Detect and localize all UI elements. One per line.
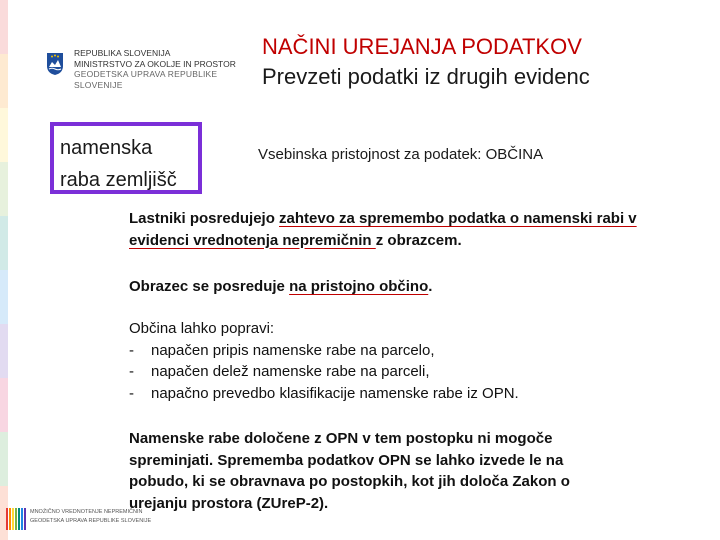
bottom-logo-bar	[6, 508, 8, 530]
stripe-segment	[0, 432, 8, 486]
list-item: - napačno prevedbo klasifikacije namenske rabe iz OPN.	[129, 384, 519, 402]
p4-line-1: Namenske rabe določene z OPN v tem postopku ni mogoče	[129, 430, 553, 447]
topic-line-2: raba zemljišč	[60, 169, 177, 191]
bottom-logo-bar	[24, 508, 26, 530]
p2-post: .	[428, 278, 433, 295]
bottom-logo	[6, 506, 206, 532]
p2-underlined: na pristojno občino	[289, 278, 429, 295]
stripe-segment	[0, 216, 8, 270]
bottom-logo-bar	[21, 508, 23, 530]
p4-line-4: urejanju prostora (ZUreP-2).	[129, 494, 329, 512]
logo-line-1: REPUBLIKA SLOVENIJA	[74, 48, 171, 58]
list-item-text: napačno prevedbo klasifikacije namenske rabe iz OPN.	[151, 384, 519, 402]
bottom-logo-bar	[12, 508, 14, 530]
municipality-corrections	[129, 318, 519, 404]
paragraph-submit-to-municipality	[129, 276, 432, 298]
topic-line-1: namenska	[60, 137, 153, 159]
p4-line-3: pobudo, ki se obravnava po postopkih, kot jih določa Zakon o	[129, 473, 570, 490]
decorative-stripes	[0, 0, 20, 540]
p1-post: z obrazcem.	[375, 231, 462, 249]
paragraph-owners-request	[129, 208, 699, 251]
bottom-logo-line-1: MNOŽIČNO VREDNOTENJE NEPREMIČNIN	[30, 509, 143, 515]
competence-text: Vsebinska pristojnost za podatek: OBČINA	[258, 146, 544, 163]
stripe-segment	[0, 162, 8, 216]
title-line-2: Prevzeti podatki iz drugih evidenc	[262, 64, 590, 89]
topic-label	[60, 132, 177, 196]
stripe-segment	[0, 108, 8, 162]
list-intro: Občina lahko popravi:	[129, 320, 275, 337]
list-item: - napačen pripis namenske rabe na parcelo,	[129, 341, 435, 359]
ministry-logo	[46, 48, 246, 92]
logo-line-3: GEODETSKA UPRAVA REPUBLIKE SLOVENIJE	[74, 69, 218, 90]
stripe-segment	[0, 0, 8, 54]
logo-line-2: MINISTRSTVO ZA OKOLJE IN PROSTOR	[74, 58, 236, 69]
p2-pre: Obrazec se posreduje	[129, 278, 290, 295]
bottom-logo-bar	[15, 508, 17, 530]
bottom-logo-bars-icon	[6, 508, 26, 530]
bottom-logo-line-2: GEODETSKA UPRAVA REPUBLIKE SLOVENIJE	[30, 518, 152, 524]
p4-line-2: spreminjati. Sprememba podatkov OPN se lahko izvede le na	[129, 451, 564, 469]
bottom-logo-bar	[9, 508, 11, 530]
list-item-text: napačen delež namenske rabe na parceli,	[151, 363, 430, 380]
stripe-segment	[0, 378, 8, 432]
list-item: - napačen delež namenske rabe na parceli,	[129, 363, 430, 380]
bottom-logo-text	[30, 508, 151, 526]
stripe-segment	[0, 324, 8, 378]
p1-underlined: zahtevo za spremembo podatka o namenski rabi v evidenci vrednotenja nepremičnin	[129, 210, 637, 249]
paragraph-opn-note	[129, 428, 699, 514]
list-item-text: napačen pripis namenske rabe na parcelo,	[151, 341, 435, 359]
topic-box	[50, 122, 202, 194]
logo-text	[74, 48, 246, 90]
slovenia-crest-icon	[46, 52, 64, 76]
p1-pre: Lastniki posredujejo	[129, 210, 280, 227]
title-line-1: NAČINI UREJANJA PODATKOV	[262, 34, 582, 59]
stripe-segment	[0, 54, 8, 108]
bottom-logo-bar	[18, 508, 20, 530]
stripe-segment	[0, 270, 8, 324]
slide-title	[262, 32, 590, 92]
